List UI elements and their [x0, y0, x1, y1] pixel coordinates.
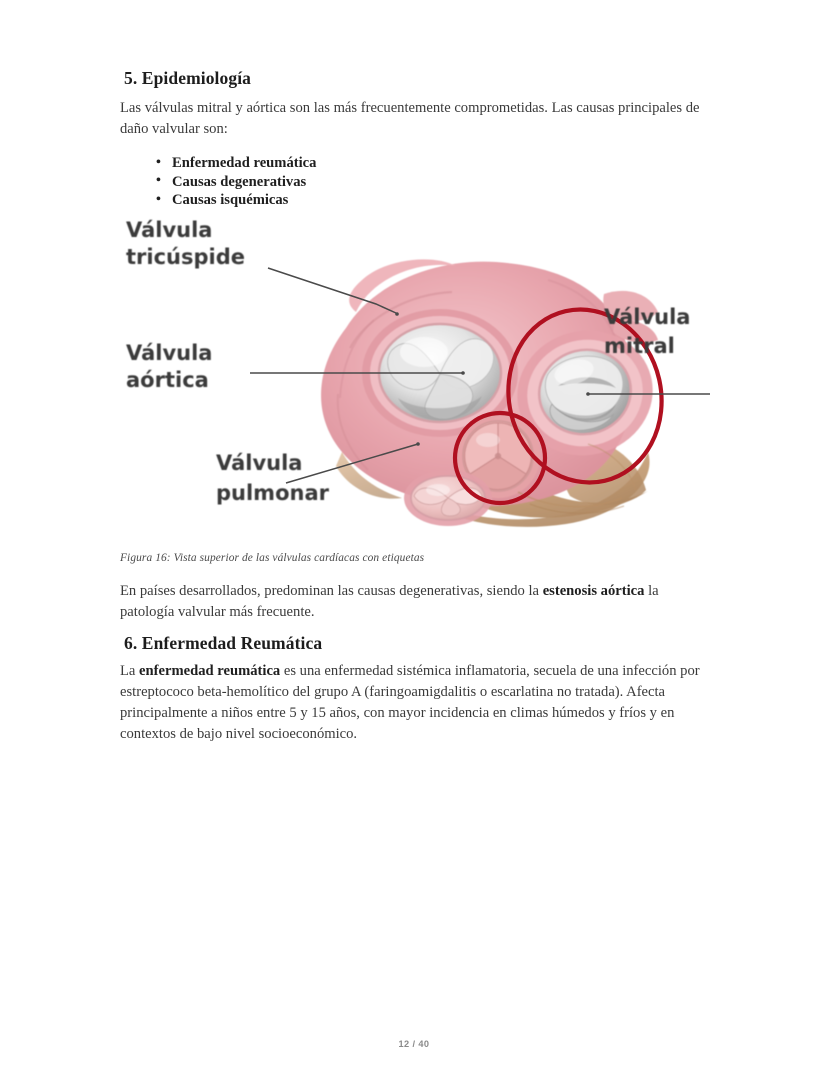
- list-item: • Enfermedad reumática: [156, 154, 708, 173]
- page-number-indicator: 12 / 40: [398, 1039, 430, 1049]
- label-tricuspid-line1: Válvula: [126, 218, 213, 242]
- after-figure-rest: la patología valvular más frecuente.: [120, 583, 659, 620]
- after-figure-lead: En países desarrollados, predominan las causas degenerativas, siendo la: [120, 583, 543, 599]
- label-aortic-line1: Válvula: [126, 341, 213, 365]
- page-title-section-5: 5. Epidemiología: [124, 68, 252, 88]
- after-figure-bold-term: estenosis aórtica: [542, 583, 645, 599]
- paragraph-after-figure: [120, 581, 710, 623]
- figure-label-pulmonary: [216, 451, 330, 505]
- section-enfermedad-reumatica: [120, 633, 712, 745]
- figure-caption: Figura 16: Vista superior de las válvulas cardíacas con etiquetas: [120, 552, 425, 564]
- heart-cross-section-illustration: [321, 259, 666, 527]
- label-mitral-line1: Válvula: [604, 305, 691, 329]
- causes-list: [120, 154, 708, 210]
- figure-cardiac-valves: [118, 208, 718, 528]
- label-mitral-line2: mitral: [604, 334, 675, 358]
- label-tricuspid-line2: tricúspide: [126, 245, 245, 269]
- section-6-bold-term: enfermedad reumática: [139, 663, 281, 679]
- label-aortic-line2: aórtica: [126, 368, 209, 392]
- figure-label-tricuspid: [126, 218, 245, 269]
- page-title-section-6: 6. Enfermedad Reumática: [124, 633, 323, 653]
- section-6-rest: es una enfermedad sistémica inflamatoria, secuela de una infección por estreptococo beta-hemolítico del grupo A (faringoamigdalitis o escarlatina no tratada). Afecta principalmente a niños entre 5 y 15 años, con mayor incidencia en climas húmedos y fríos y en contextos de bajo nivel socioeconómico.: [120, 663, 700, 742]
- label-pulmonary-line2: pulmonar: [216, 481, 329, 505]
- label-pulmonary-line1: Válvula: [216, 451, 303, 475]
- section-5-paragraph: Las válvulas mitral y aórtica son las más frecuentemente comprometidas. Las causas principales de daño valvular son:: [120, 100, 700, 137]
- section-6-lead: La: [120, 663, 140, 679]
- section-6-paragraph: [120, 661, 712, 745]
- after-figure-text: [120, 581, 710, 623]
- figure-label-aortic: [126, 341, 212, 392]
- list-item: • Causas degenerativas: [156, 173, 708, 192]
- section-epidemiologia: [120, 68, 708, 210]
- list-item: • Causas isquémicas: [156, 191, 708, 210]
